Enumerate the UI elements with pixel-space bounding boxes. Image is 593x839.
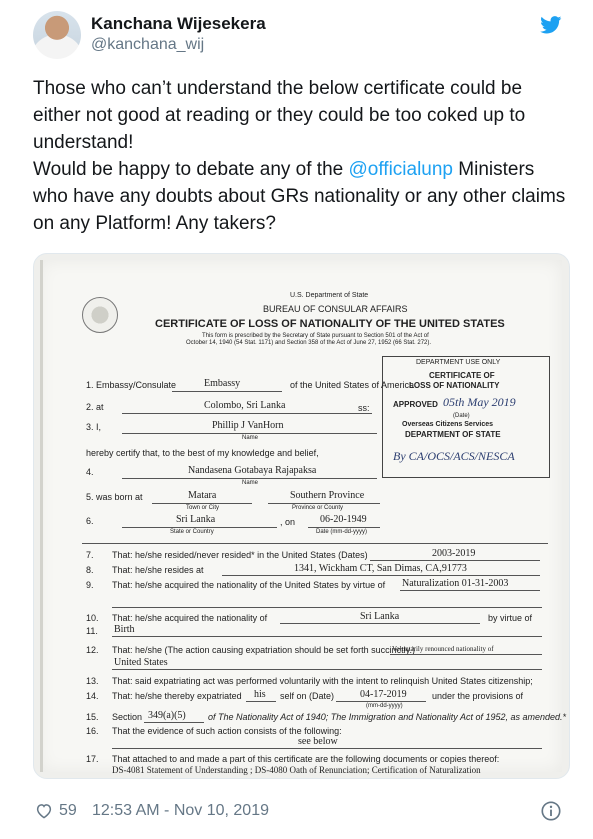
avatar[interactable] <box>33 11 81 59</box>
line14-text: That: he/she thereby expatriated <box>112 691 242 701</box>
line14-date: 04-17-2019 <box>360 689 407 700</box>
line17-text: That attached to and made a part of this certificate are the following documents or copies thereof: <box>112 754 500 764</box>
department-use-box <box>382 356 550 478</box>
box-cert-2: LOSS OF NATIONALITY <box>409 381 500 390</box>
box-cert-1: CERTIFICATE OF <box>429 371 495 380</box>
line9-value: Naturalization 01-31-2003 <box>402 578 509 589</box>
line7-label: 7. <box>86 550 94 560</box>
line11-label: 11. <box>86 626 98 636</box>
tweet-timestamp[interactable]: 12:53 AM - Nov 10, 2019 <box>92 802 269 819</box>
line10-label: 10. <box>86 613 99 623</box>
cert-prescribed-2: October 14, 1940 (54 Stat. 1171) and Section 358 of the Act of June 27, 1952 (66 Stat. 272). <box>186 340 432 346</box>
mention-link[interactable]: @officialunp <box>348 159 453 180</box>
line8-value: 1341, Wickham CT, San Dimas, CA,91773 <box>294 563 467 574</box>
line2-rule <box>122 413 372 414</box>
tweet-text-before-mention: Would be happy to debate any of the <box>33 159 349 180</box>
line8-rule <box>222 575 540 576</box>
tweet-text-after-mention: Ministers who have any doubts about GRs nationality or any other claims on any Platform! Any takers? <box>33 159 566 234</box>
author-name[interactable]: Kanchana Wijesekera <box>91 14 266 33</box>
line10-value: Sri Lanka <box>360 611 400 622</box>
tweet-header <box>0 0 593 70</box>
box-date-label: (Date) <box>453 413 470 419</box>
line1-suffix: of the United States of America <box>290 380 415 390</box>
line3-rule <box>122 433 377 434</box>
line15-value: 349(a)(5) <box>148 710 186 721</box>
line9-text: That: he/she acquired the nationality of the United States by virtue of <box>112 580 386 590</box>
tweet-footer <box>0 790 593 830</box>
box-signature: By CA/OCS/ACS/NESCA <box>393 449 515 463</box>
line15-label: 15. <box>86 712 99 722</box>
line12-rule-2 <box>112 669 542 670</box>
state-department-seal <box>82 297 118 333</box>
line8-text: That: he/she resides at <box>112 565 204 575</box>
line10-suffix: by virtue of <box>488 613 533 623</box>
line15-text: of The Nationality Act of 1940; The Immigration and Nationality Act of 1952, as amended.* <box>208 712 567 722</box>
line5-town: Matara <box>188 490 217 501</box>
line5-prov-rule <box>268 503 380 504</box>
line1-label: 1. Embassy/Consulate <box>86 380 177 390</box>
line6-country-rule <box>122 527 277 528</box>
line5-town-rule <box>152 503 252 504</box>
line6-country: Sri Lanka <box>176 514 216 525</box>
line16-label: 16. <box>86 726 99 736</box>
box-approved-date: 05th May 2019 <box>443 395 516 409</box>
line14-date-rule <box>336 701 426 702</box>
heart-icon[interactable] <box>35 802 53 819</box>
line12-value: Voluntarily renounced nationality of <box>392 645 494 653</box>
line8-label: 8. <box>86 565 94 575</box>
line12-label: 12. <box>86 645 99 655</box>
cert-prescribed-1: This form is prescribed by the Secretary of State pursuant to Section 501 of the Act of <box>202 333 429 339</box>
tweet-paragraph-2 <box>33 156 568 237</box>
line5-prov-sub: Province or County <box>292 505 344 511</box>
tweet-text <box>33 75 568 237</box>
cert-bureau: BUREAU OF CONSULAR AFFAIRS <box>263 304 408 314</box>
line11-rule <box>112 636 542 637</box>
line1-rule <box>172 391 282 392</box>
line14-suffix: under the provisions of <box>432 691 524 701</box>
line12-rule <box>390 654 542 655</box>
tweet-media-image[interactable] <box>33 253 570 779</box>
line7-rule <box>370 560 540 561</box>
twitter-bird-icon[interactable] <box>540 16 562 34</box>
line2-suffix: ss: <box>358 403 370 413</box>
line2-label: 2. at <box>86 402 104 412</box>
line14-his: his <box>254 689 266 700</box>
author-handle[interactable]: @kanchana_wij <box>91 36 205 53</box>
line7-text: That: he/she resided/never resided* in the United States (Dates) <box>112 550 368 560</box>
section-divider <box>82 543 548 544</box>
cert-dept: U.S. Department of State <box>290 292 369 299</box>
line1-value: Embassy <box>204 378 241 389</box>
line14-self: self on (Date) <box>280 691 335 701</box>
line14-date-sub: (mm-dd-yyyy) <box>366 703 403 709</box>
page-edge <box>40 260 43 772</box>
line4-label: 4. <box>86 467 94 477</box>
line10-text: That: he/she acquired the nationality of <box>112 613 268 623</box>
line9-label: 9. <box>86 580 94 590</box>
line13-label: 13. <box>86 676 99 686</box>
line13-text: That: said expatriating act was performed voluntarily with the intent to relinquish United States citizenship; <box>112 676 533 686</box>
box-dos: DEPARTMENT OF STATE <box>405 430 501 439</box>
box-overseas: Overseas Citizens Services <box>402 421 494 428</box>
line12-value-2: United States <box>114 657 168 668</box>
info-icon[interactable] <box>540 800 562 822</box>
line3-value: Phillip J VanHorn <box>212 420 284 431</box>
line3-sub: Name <box>242 435 259 441</box>
tweet-paragraph-1: Those who can’t understand the below certificate could be either not good at reading or they could be too coked up to understand! <box>33 78 526 153</box>
line6-country-sub: State or Country <box>170 529 214 535</box>
line14-his-rule <box>246 701 276 702</box>
line6-date: 06-20-1949 <box>320 514 367 525</box>
line6-on: , on <box>280 517 296 527</box>
like-count[interactable]: 59 <box>59 802 77 819</box>
line4-rule <box>122 478 377 479</box>
box-approved: APPROVED <box>393 400 438 409</box>
line16-value: see below <box>298 736 338 747</box>
line3-label: 3. I, <box>86 422 102 432</box>
line9-rule-2 <box>112 607 542 608</box>
line6-label: 6. <box>86 516 94 526</box>
line9-rule <box>400 590 540 591</box>
line15-rule <box>144 722 204 723</box>
line16-rule <box>112 748 542 749</box>
line5-town-sub: Town or City <box>186 505 220 511</box>
line7-value: 2003-2019 <box>432 548 476 559</box>
line11-value: Birth <box>114 624 135 635</box>
line12-text: That: he/she (The action causing expatriation should be set forth succinctly.) <box>112 645 415 655</box>
cert-title: CERTIFICATE OF LOSS OF NATIONALITY OF THE UNITED STATES <box>155 318 505 330</box>
box-dept-use: DEPARTMENT USE ONLY <box>416 359 501 366</box>
line5-prov: Southern Province <box>290 490 365 501</box>
line2-value: Colombo, Sri Lanka <box>204 400 286 411</box>
line5-label: 5. was born at <box>86 492 143 502</box>
line4-sub: Name <box>242 480 259 486</box>
line17-value: DS-4081 Statement of Understanding ; DS-4080 Oath of Renunciation; Certification of Naturalization <box>112 765 481 775</box>
certificate-document <box>40 260 567 775</box>
line14-label: 14. <box>86 691 99 701</box>
certify-text: hereby certify that, to the best of my knowledge and belief, <box>86 448 319 458</box>
line16-text: That the evidence of such action consists of the following: <box>112 726 342 736</box>
line6-date-rule <box>308 527 380 528</box>
line17-label: 17. <box>86 754 99 764</box>
line4-value: Nandasena Gotabaya Rajapaksa <box>188 465 317 476</box>
line10-rule <box>280 623 480 624</box>
line15-section: Section <box>112 712 143 722</box>
line6-date-sub: Date (mm-dd-yyyy) <box>316 529 368 535</box>
